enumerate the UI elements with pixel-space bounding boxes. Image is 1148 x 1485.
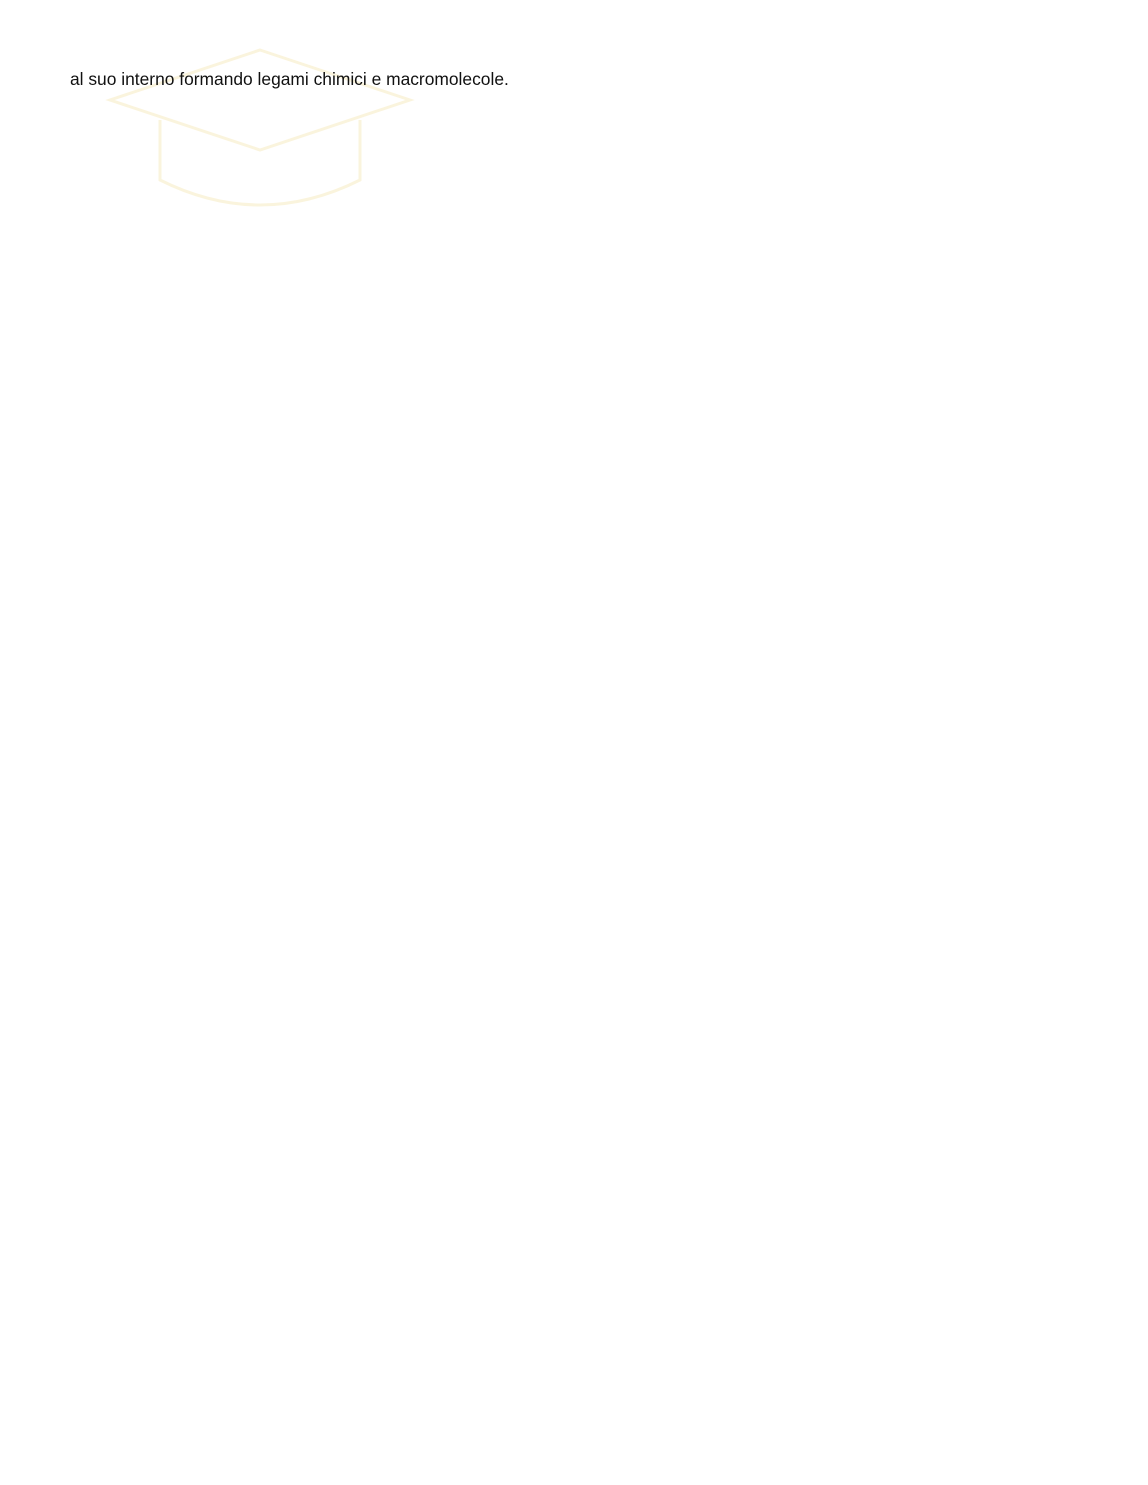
text-run: al suo interno formando legami chimici e macromolecole. bbox=[70, 69, 509, 89]
document-page bbox=[70, 66, 1060, 93]
body-text bbox=[70, 66, 1060, 93]
